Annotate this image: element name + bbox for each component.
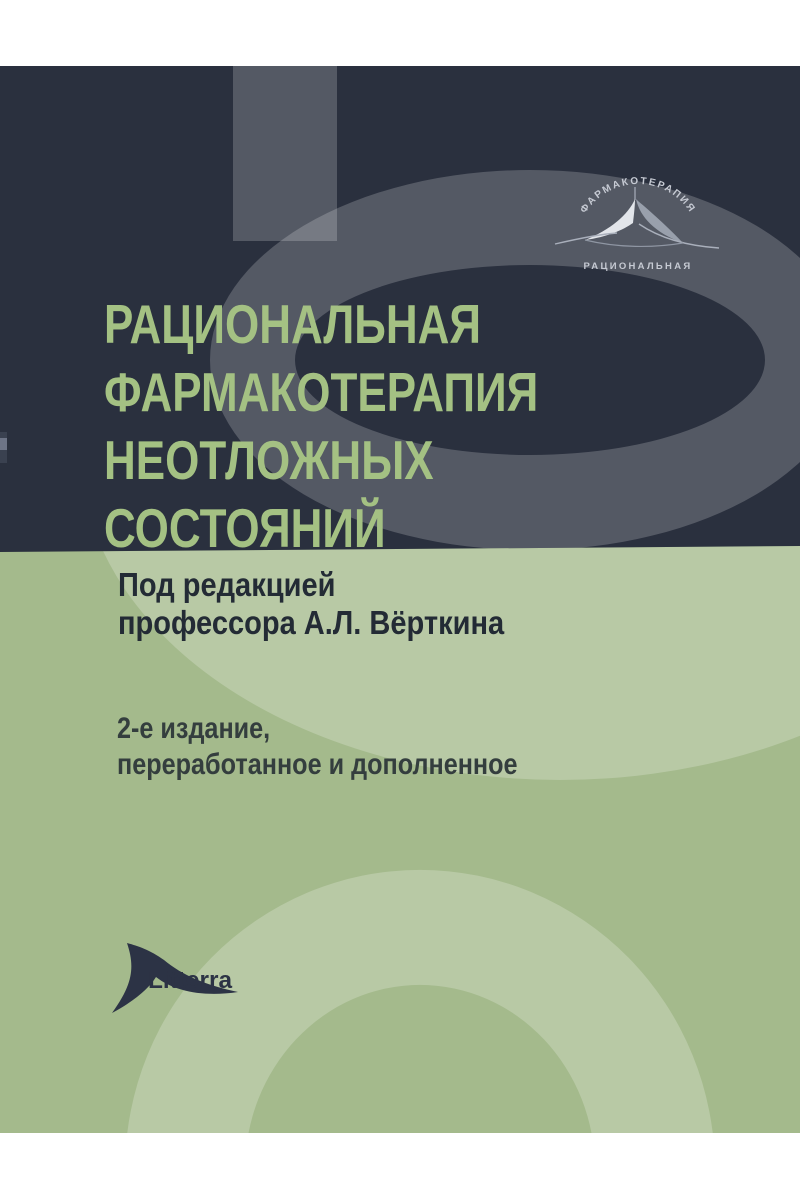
book-cover bbox=[0, 66, 800, 1133]
spine-notch-highlight bbox=[0, 438, 7, 450]
editor-credit bbox=[118, 566, 504, 642]
editor-line-1: Под редакцией bbox=[118, 566, 336, 603]
series-logo bbox=[543, 162, 733, 282]
edition-line-1: 2-е издание, bbox=[117, 712, 271, 745]
title-line-3: НЕОТЛОЖНЫХ bbox=[104, 429, 434, 491]
publisher-logo bbox=[95, 921, 265, 1101]
editor-line-2: профессора А.Л. Вёрткина bbox=[118, 604, 505, 641]
title-line-2: ФАРМАКОТЕРАПИЯ bbox=[104, 361, 539, 423]
edition-note bbox=[117, 711, 518, 783]
book-title bbox=[104, 290, 664, 562]
edition-line-2: переработанное и дополненное bbox=[117, 748, 518, 781]
publisher-name: Litterra bbox=[148, 967, 233, 994]
series-logo-bottom-text: РАЦИОНАЛЬНАЯ bbox=[583, 261, 693, 272]
watermark-letter-stem bbox=[233, 66, 337, 241]
title-line-1: РАЦИОНАЛЬНАЯ bbox=[104, 293, 482, 355]
title-line-4: СОСТОЯНИЙ bbox=[104, 497, 386, 559]
sail-right bbox=[636, 199, 683, 243]
spine-notch bbox=[0, 432, 7, 463]
series-logo-arc-text: ФАРМАКОТЕРАПИЯ bbox=[578, 175, 698, 216]
sailboat-icon bbox=[555, 187, 719, 248]
